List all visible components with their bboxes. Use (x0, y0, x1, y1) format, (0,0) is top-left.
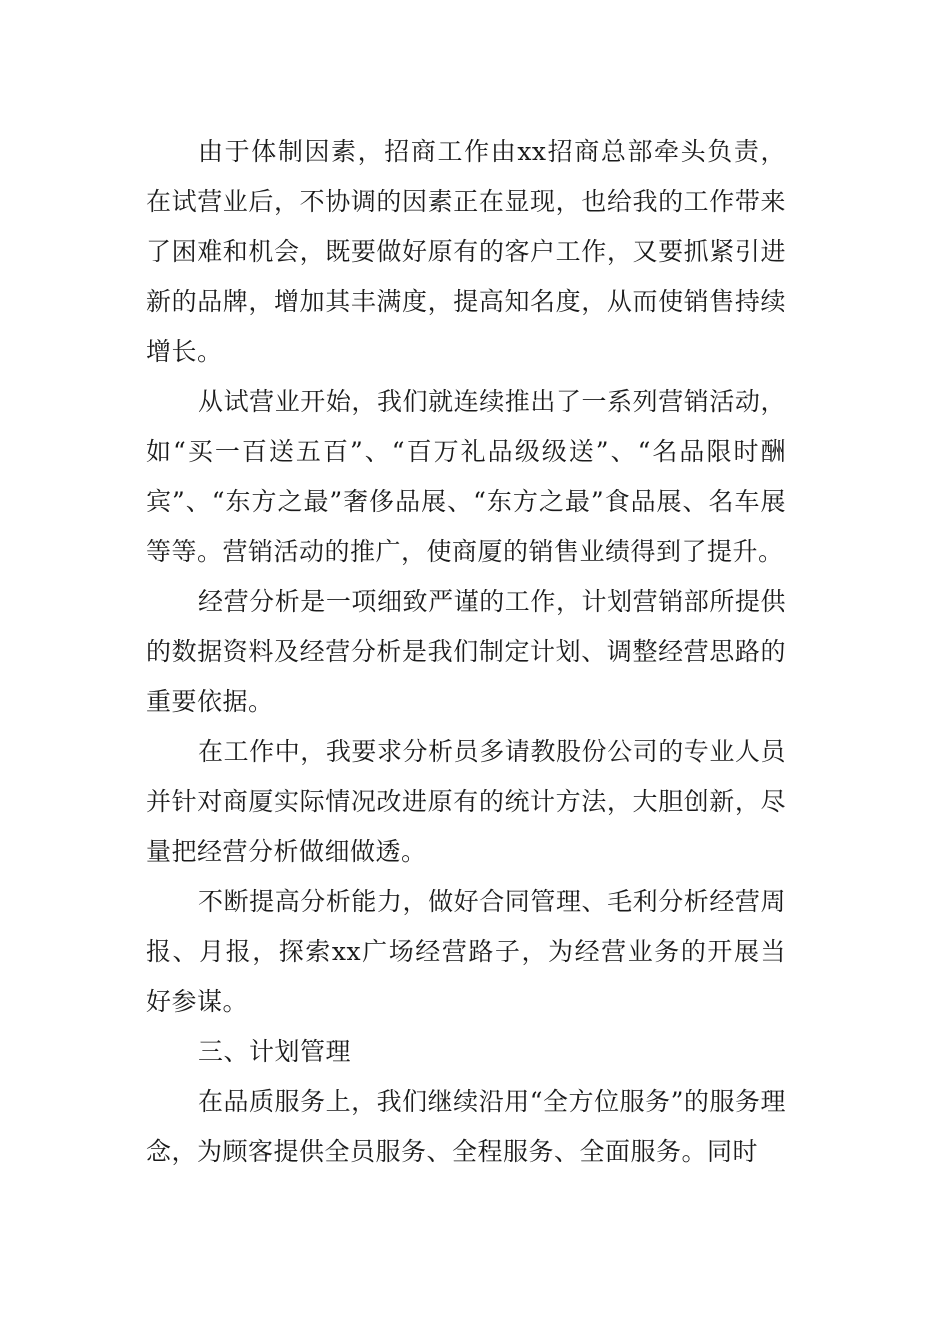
paragraph-1: 由于体制因素，招商工作由xx招商总部牵头负责，在试营业后，不协调的因素正在显现，也给我的工作带来了困难和机会，既要做好原有的客户工作，又要抓紧引进新的品牌，增加其丰满度，提高知名度，从而使销售持续增长。 (146, 137, 786, 366)
document-body (146, 127, 786, 1177)
paragraph-3: 经营分析是一项细致严谨的工作，计划营销部所提供的数据资料及经营分析是我们制定计划、调整经营思路的重要依据。 (146, 587, 786, 716)
paragraph-4: 在工作中，我要求分析员多请教股份公司的专业人员并针对商厦实际情况改进原有的统计方法，大胆创新，尽量把经营分析做细做透。 (146, 737, 786, 866)
paragraph-6: 在品质服务上，我们继续沿用“全方位服务”的服务理念，为顾客提供全员服务、全程服务、全面服务。同时 (146, 1087, 786, 1166)
section-heading: 三、计划管理 (198, 1037, 352, 1066)
paragraph-2: 从试营业开始，我们就连续推出了一系列营销活动，如“买一百送五百”、“百万礼品级级送”、“名品限时酬宾”、“东方之最”奢侈品展、“东方之最”食品展、名车展等等。营销活动的推广，使商厦的销售业绩得到了提升。 (146, 387, 786, 566)
paragraph-5: 不断提高分析能力，做好合同管理、毛利分析经营周报、月报，探索xx广场经营路子，为经营业务的开展当好参谋。 (146, 887, 786, 1016)
